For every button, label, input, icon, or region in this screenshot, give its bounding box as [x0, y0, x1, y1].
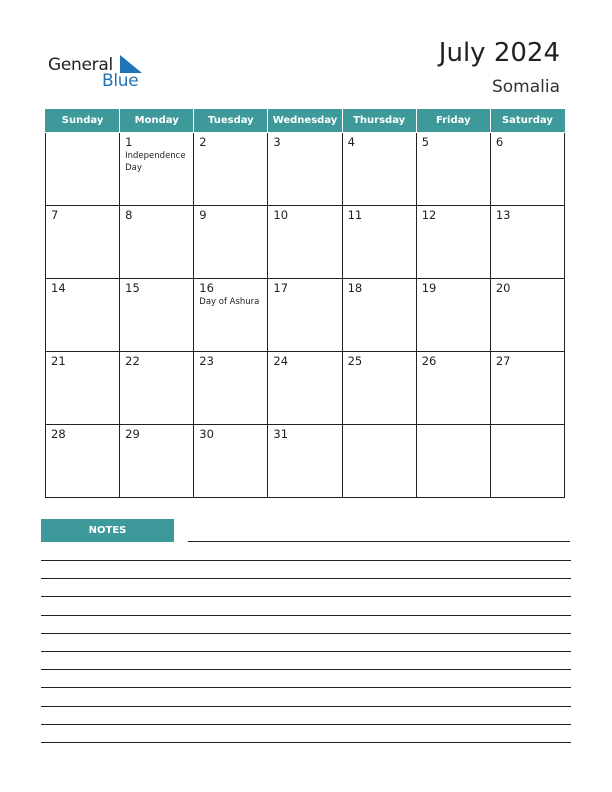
day-number: 5: [421, 134, 430, 149]
country-name: Somalia: [491, 77, 560, 97]
logo-word-blue: Blue: [102, 71, 139, 91]
week-row: [46, 424, 565, 497]
day-number: 16: [199, 280, 214, 295]
day-cell: [416, 205, 490, 278]
note-line: [41, 633, 571, 634]
generalblue-logo: [48, 53, 148, 93]
day-cell: [490, 424, 564, 497]
day-cell: [416, 351, 490, 424]
calendar-grid: [45, 109, 565, 498]
weekday-header: Sunday: [46, 109, 120, 132]
week-row: [46, 205, 565, 278]
day-cell: [194, 424, 268, 497]
day-number: 22: [125, 353, 140, 368]
day-cell: [268, 424, 342, 497]
day-cell: [342, 132, 416, 205]
day-number: 7: [51, 207, 59, 222]
day-cell: [120, 132, 194, 205]
week-row: [46, 278, 565, 351]
day-cell: [490, 278, 564, 351]
day-number: 12: [421, 207, 437, 222]
day-cell: [46, 132, 120, 205]
day-number: 13: [495, 207, 511, 222]
day-cell: [342, 424, 416, 497]
day-cell: [120, 205, 194, 278]
day-number: 2: [199, 134, 207, 149]
day-cell: [46, 424, 120, 497]
day-number: 6: [495, 134, 504, 149]
note-line: [188, 541, 570, 542]
logo-word-general: General: [48, 55, 113, 75]
day-number: 11: [347, 207, 363, 222]
day-number: 19: [421, 280, 437, 295]
day-number: 10: [273, 207, 289, 222]
note-line: [41, 706, 571, 707]
day-number: 8: [125, 207, 133, 222]
day-number: 17: [273, 280, 289, 295]
day-cell: [46, 278, 120, 351]
holiday-label: Independence Day: [125, 150, 186, 173]
note-line: [41, 669, 571, 670]
weekday-header-row: [46, 109, 565, 132]
calendar-body: [46, 132, 565, 497]
note-line: [41, 578, 571, 579]
day-cell: [490, 205, 564, 278]
day-number: 4: [347, 134, 355, 149]
weekday-header: Tuesday: [194, 109, 268, 132]
note-line: [41, 596, 571, 597]
day-cell: [46, 205, 120, 278]
day-cell: [268, 132, 342, 205]
day-cell: [342, 351, 416, 424]
day-cell: [120, 278, 194, 351]
day-number: 9: [199, 207, 207, 222]
day-cell: [194, 278, 268, 351]
day-number: 1: [125, 134, 133, 149]
weekday-header: Wednesday: [268, 109, 342, 132]
day-number: 27: [495, 353, 511, 368]
notes-label: NOTES: [41, 519, 174, 542]
note-line: [41, 742, 571, 743]
week-row: [46, 132, 565, 205]
day-number: 31: [273, 426, 289, 441]
day-number: 29: [125, 426, 140, 441]
weekday-header: Thursday: [342, 109, 416, 132]
day-number: 15: [125, 280, 140, 295]
note-line: [41, 724, 571, 725]
day-number: 20: [495, 280, 511, 295]
month-title: July 2024: [438, 38, 560, 68]
day-cell: [194, 132, 268, 205]
note-line: [41, 651, 571, 652]
day-cell: [416, 132, 490, 205]
day-cell: [268, 351, 342, 424]
day-number: 21: [51, 353, 66, 368]
day-cell: [46, 351, 120, 424]
day-cell: [342, 205, 416, 278]
day-cell: [120, 424, 194, 497]
day-cell: [268, 278, 342, 351]
note-line: [41, 560, 571, 561]
day-cell: [416, 278, 490, 351]
day-number: 3: [273, 134, 281, 149]
day-cell: [194, 205, 268, 278]
day-number: 23: [199, 353, 214, 368]
note-line: [41, 615, 571, 616]
day-cell: [268, 205, 342, 278]
day-cell: [490, 351, 564, 424]
holiday-label: Day of Ashura: [199, 296, 260, 307]
day-cell: [490, 132, 564, 205]
day-number: 28: [51, 426, 66, 441]
weekday-header: Friday: [416, 109, 490, 132]
day-number: 14: [51, 280, 66, 295]
weekday-header: Saturday: [490, 109, 564, 132]
day-number: 18: [347, 280, 363, 295]
week-row: [46, 351, 565, 424]
day-cell: [416, 424, 490, 497]
day-number: 25: [347, 353, 363, 368]
day-number: 30: [199, 426, 214, 441]
day-cell: [120, 351, 194, 424]
day-cell: [194, 351, 268, 424]
day-cell: [342, 278, 416, 351]
note-line: [41, 687, 571, 688]
weekday-header: Monday: [120, 109, 194, 132]
day-number: 24: [273, 353, 289, 368]
day-number: 26: [421, 353, 437, 368]
